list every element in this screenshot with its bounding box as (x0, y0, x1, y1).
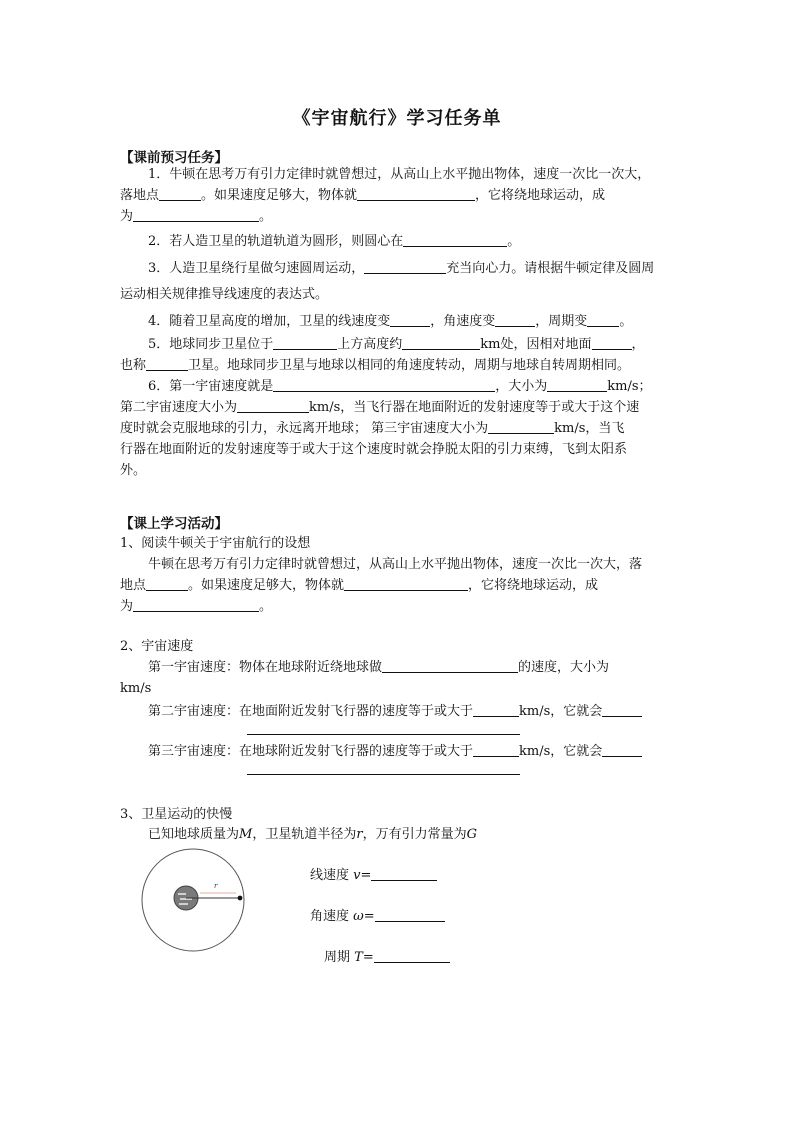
q6-blank-third-value[interactable] (488, 419, 554, 434)
s2-third-line: 第三宇宙速度：在地球附近发射飞行器的速度等于或大于 km/s，它就会 (148, 742, 704, 762)
linear-velocity-row: 线速度 v= (310, 866, 510, 886)
s2-second-answer-line[interactable] (247, 734, 520, 735)
q5-line2: 也称 卫星。地球同步卫星与地球以相同的角速度转动，周期与地球自转周期相同。 (120, 358, 631, 373)
s1-line2: 地点 。如果速度足够大，物体就 ，它将绕地球运动，成 (120, 578, 599, 593)
q6-blank-second-value[interactable] (237, 398, 309, 413)
s1-title: 1、阅读牛顿关于宇宙航行的设想 (120, 536, 311, 551)
q4-line: 4．随着卫星高度的增加，卫星的线速度变 ，角速度变 ，周期变 。 (148, 314, 633, 329)
radius-label: r (214, 882, 218, 890)
q3-line1: 3．人造卫星绕行星做匀速圆周运动， 充当向心力。请根据牛顿定律及圆周 (148, 261, 655, 276)
q2-blank-center[interactable] (403, 232, 507, 247)
q3-line2: 运动相关规律推导线速度的表达式。 (120, 287, 329, 302)
q1-blank-object[interactable] (357, 186, 475, 201)
q5-blank-height[interactable] (402, 335, 480, 350)
in-class-heading: 【课上学习活动】 (120, 516, 228, 532)
q6-line4: 行器在地面附近的发射速度等于或大于这个速度时就会挣脱太阳的引力束缚，飞到太阳系 (120, 442, 628, 457)
s2-blank-third-value[interactable] (473, 742, 519, 757)
s1-blank-become[interactable] (133, 597, 259, 612)
period-blank[interactable] (374, 948, 450, 963)
orbit-diagram (140, 848, 252, 952)
s3-title: 3、卫星运动的快慢 (120, 807, 233, 822)
q3-blank-force[interactable] (364, 259, 446, 274)
q6-line3: 度时就会克服地球的引力，永远离开地球； 第三宇宙速度大小为 km/s，当飞 (120, 421, 625, 436)
s1-line3: 为 。 (120, 599, 273, 614)
q1-line1: 1．牛顿在思考万有引力定律时就曾想过，从高山上水平抛出物体，速度一次比一次大， (148, 167, 651, 182)
q5-blank-above[interactable] (273, 335, 337, 350)
s2-blank-second-value[interactable] (473, 702, 519, 717)
q1-blank-landing[interactable] (159, 186, 201, 201)
q4-blank-linear[interactable] (390, 312, 430, 327)
angular-velocity-blank[interactable] (375, 907, 445, 922)
s2-first-unit: km/s (120, 681, 152, 696)
s3-given: 已知地球质量为M，卫星轨道半径为r，万有引力常量为G (148, 827, 477, 842)
satellite-icon (238, 896, 243, 901)
linear-velocity-blank[interactable] (371, 866, 437, 881)
q1-blank-become[interactable] (133, 207, 259, 222)
q1-line2: 落地点 。如果速度足够大，物体就 ，它将绕地球运动，成 (120, 188, 606, 203)
q5-line1: 5．地球同步卫星位于 上方高度约 km处，因相对地面 ， (148, 337, 645, 352)
q1-line3: 为 。 (120, 209, 273, 224)
period-row: 周期 T= (324, 948, 524, 968)
q5-blank-relative[interactable] (592, 335, 632, 350)
s2-title: 2、宇宙速度 (120, 639, 194, 654)
s2-blank-first-motion[interactable] (382, 658, 518, 673)
s1-blank-landing[interactable] (146, 576, 188, 591)
q6-line1: 6．第一宇宙速度就是 ，大小为 km/s； (148, 379, 652, 394)
angular-velocity-row: 角速度 ω= (310, 907, 510, 927)
q6-line2: 第二宇宙速度大小为 km/s，当飞行器在地面附近的发射速度等于或大于这个速 (120, 400, 640, 415)
q4-blank-period[interactable] (587, 312, 619, 327)
s1-blank-object[interactable] (344, 576, 468, 591)
s1-line1: 牛顿在思考万有引力定律时就曾想过，从高山上水平抛出物体，速度一次比一次大，落 (148, 557, 643, 572)
q4-blank-angular[interactable] (495, 312, 535, 327)
s2-second-line: 第二宇宙速度：在地面附近发射飞行器的速度等于或大于 km/s，它就会 (148, 702, 704, 722)
page-title: 《宇宙航行》学习任务单 (292, 108, 502, 129)
s2-third-answer-line[interactable] (247, 774, 520, 775)
q6-blank-first-def[interactable] (273, 377, 495, 392)
s2-first-line: 第一宇宙速度：物体在地球附近绕地球做 的速度，大小为 (148, 660, 610, 675)
pre-class-heading: 【课前预习任务】 (120, 150, 228, 166)
q6-line5: 外。 (120, 463, 147, 478)
q6-blank-first-value[interactable] (547, 377, 607, 392)
q2-line: 2．若人造卫星的轨道轨道为圆形，则圆心在 。 (148, 234, 521, 249)
q5-blank-name[interactable] (146, 356, 188, 371)
s2-blank-third-result[interactable] (602, 742, 642, 757)
s2-blank-second-result[interactable] (602, 702, 642, 717)
